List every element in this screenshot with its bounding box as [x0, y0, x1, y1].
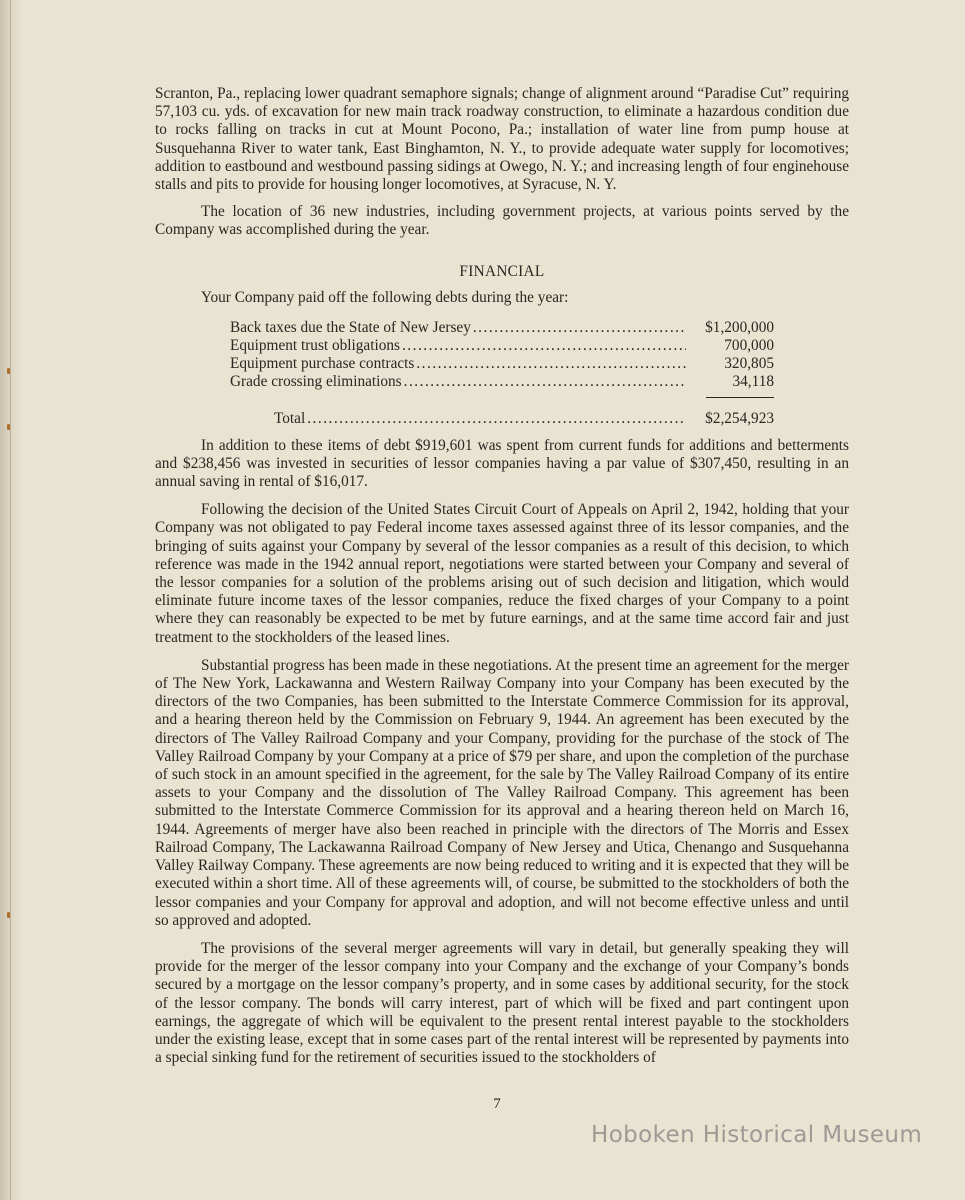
total-amount: $2,254,923 [705, 409, 774, 427]
financial-intro: Your Company paid off the following debts during the year: [201, 288, 569, 306]
paragraph-additions: In addition to these items of debt $919,601 was spent from current funds for additions and betterments and $238,456 was invested in securities of lessor companies having a par value of $307,450, resulting in an annual saving in rental of $16,017. [155, 436, 849, 491]
page-number: 7 [493, 1096, 501, 1112]
sum-rule [706, 397, 774, 398]
paragraph-merger-progress: Substantial progress has been made in these negotiations. At the present time an agreement for the merger of The New York, Lackawanna and Western Railway Company into your Company has been executed by the directors of the two Companies, has been submitted to the Interstate Commerce Commission for its approval, and a hearing thereon held by the Commission on February 9, 1944. An agreement has been executed by the directors of The Valley Railroad Company and your Company, providing for the purchase of the stock of The Valley Railroad Company by your Company at a price of $79 per share, and upon the completion of the purchase of such stock in an amount specified in the agreement, for the sale by The Valley Railroad Company of its entire assets to your Company and the dissolution of The Valley Railroad Company. This agreement has been submitted to the Interstate Commerce Commission for its approval and a hearing thereon held on March 16, 1944. Agreements of merger have also been reached in principle with the directors of The Morris and Essex Railroad Company, The Lackawanna Railroad Company of New Jersey and Utica, Chenango and Susquehanna Valley Railway Company. These agreements are now being reduced to writing and it is expected that they will be executed within a short time. All of these agreements will, of course, be submitted to the stockholders of both the lessor companies and your Company for approval and adoption, and will not become effective unless and until so approved and adopted. [155, 656, 849, 929]
binding-shadow [0, 0, 22, 1200]
paragraph-industries: The location of 36 new industries, including government projects, at various points served by the Company was accomplished during the year. [155, 203, 849, 239]
staple-mark [7, 424, 10, 430]
total-row [274, 410, 774, 428]
debt-row [230, 319, 774, 337]
debt-label: Equipment purchase contracts [230, 354, 415, 372]
total-label: Total [274, 409, 306, 427]
debt-amount: $1,200,000 [705, 318, 774, 336]
paragraph-opening: Scranton, Pa., replacing lower quadrant semaphore signals; change of alignment around “Paradise Cut” requiring 57,103 cu. yds. of excavation for new main track roadway construction, to eliminate a hazardous condition due to rocks falling on tracks in cut at Mount Pocono, Pa.; installation of water line from pump house at Susquehanna River to water tank, East Binghamton, N. Y., to provide adequate water supply for locomotives; addition to eastbound and westbound passing sidings at Owego, N. Y.; and increasing length of four enginehouse stalls and pits to provide for housing longer locomotives, at Syracuse, N. Y. [155, 85, 849, 194]
dot-leader [402, 337, 686, 355]
page-edge [10, 0, 11, 1200]
dot-leader [416, 355, 686, 373]
debt-amount: 700,000 [724, 336, 774, 354]
debts-table [230, 319, 774, 428]
debt-amount: 320,805 [724, 354, 774, 372]
staple-mark [7, 368, 10, 374]
debt-label: Grade crossing eliminations [230, 372, 402, 390]
financial-heading: FINANCIAL [459, 262, 545, 280]
watermark: Hoboken Historical Museum [591, 1122, 923, 1148]
paragraph-court-decision: Following the decision of the United States Circuit Court of Appeals on April 2, 1942, holding that your Company was not obligated to pay Federal income taxes assessed against three of its lessor companies, and the bringing of suits against your Company by several of the lessor companies as a result of this decision, to which reference was made in the 1942 annual report, negotiations were started between your Company and several of the lessor companies for a solution of the problems arising out of such decision and litigation, which would eliminate future income taxes of the lessor companies, reduce the fixed charges of your Company to a point where they can reasonably be expected to be met by future earnings, and at the same time accord fair and just treatment to the stockholders of the leased lines. [155, 501, 849, 646]
debt-label: Equipment trust obligations [230, 336, 400, 354]
debt-row [230, 337, 774, 355]
debt-amount: 34,118 [732, 372, 774, 390]
debt-row [230, 355, 774, 373]
staple-mark [7, 912, 10, 918]
dot-leader [404, 373, 686, 391]
paragraph-merger-provisions: The provisions of the several merger agreements will vary in detail, but generally speaking they will provide for the merger of the lessor company into your Company and the exchange of your Company’s bonds secured by a mortgage on the lessor company’s property, and in some cases by additional security, for the stock of the lessor company. The bonds will carry interest, part of which will be fixed and part contingent upon earnings, the aggregate of which will be equivalent to the present rental interest payable to the stockholders under the existing lease, except that in some cases part of the rental interest will be represented by payments into a special sinking fund for the retirement of securities issued to the stockholders of [155, 939, 849, 1067]
page-body [155, 85, 849, 1077]
dot-leader [307, 410, 686, 428]
dot-leader [473, 319, 686, 337]
debt-row [230, 373, 774, 391]
debt-label: Back taxes due the State of New Jersey [230, 318, 471, 336]
